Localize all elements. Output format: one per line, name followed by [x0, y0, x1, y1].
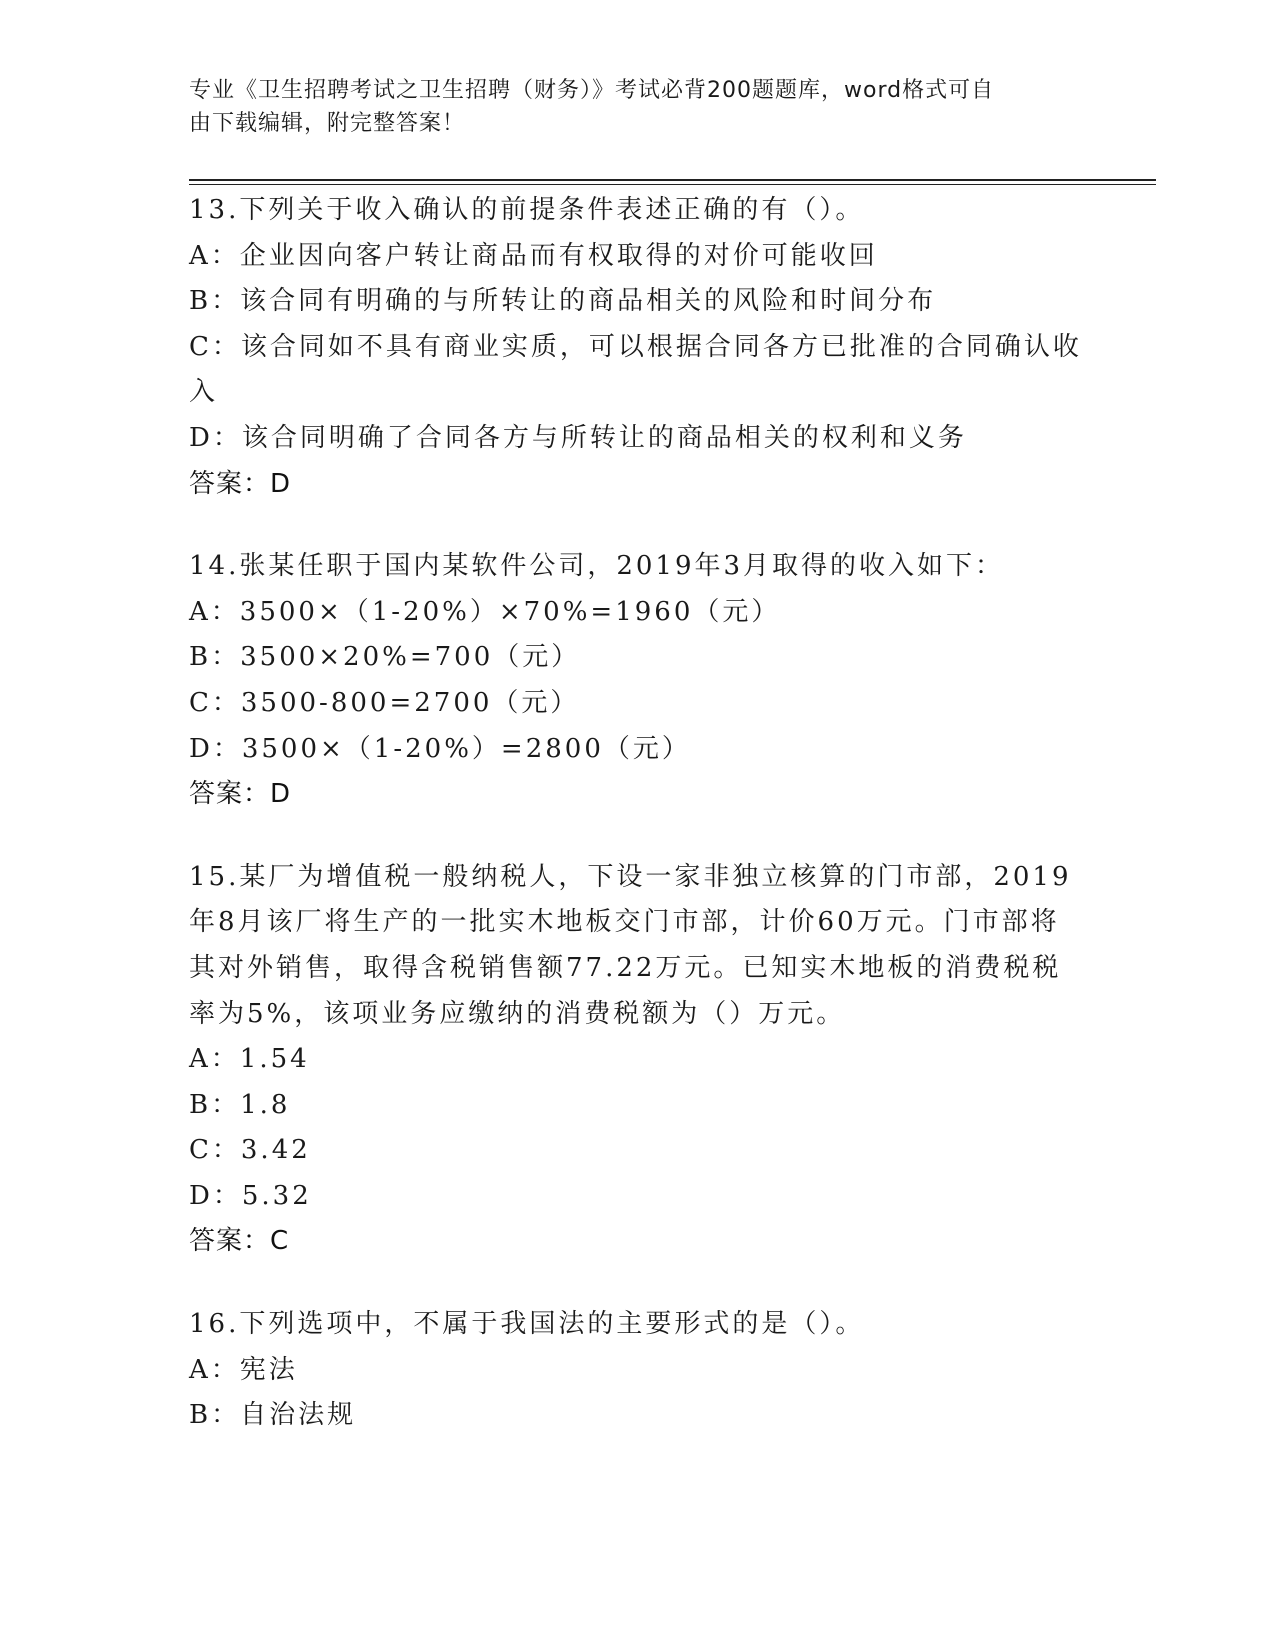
option-line: C：3.42 [189, 1135, 311, 1166]
answer-line: 答案：C [189, 1226, 290, 1257]
question-block [189, 188, 1089, 507]
option-line: C：3500-800=2700（元） [189, 687, 580, 718]
question-stem-line: 其对外销售，取得含税销售额77.22万元。已知实木地板的消费税税 [189, 952, 1062, 983]
option-line: 入 [189, 377, 219, 408]
header-divider-thick [189, 179, 1156, 181]
question-block [189, 855, 1089, 1265]
question-stem-line: 16.下列选项中，不属于我国法的主要形式的是（）。 [189, 1309, 865, 1340]
question-block [189, 1302, 1089, 1439]
question-stem-line: 14.张某任职于国内某软件公司，2019年3月取得的收入如下： [189, 551, 1005, 582]
option-line: C：该合同如不具有商业实质，可以根据合同各方已批准的合同确认收 [189, 331, 1082, 362]
option-line: B：该合同有明确的与所转让的商品相关的风险和时间分布 [189, 286, 937, 317]
option-line: D：5.32 [189, 1180, 312, 1211]
question-stem-line: 年8月该厂将生产的一批实木地板交门市部，计价60万元。门市部将 [189, 907, 1060, 938]
option-line: A：企业因向客户转让商品而有权取得的对价可能收回 [189, 240, 878, 271]
question-stem-line: 13.下列关于收入确认的前提条件表述正确的有（）。 [189, 195, 865, 225]
answer-line: 答案：D [189, 779, 292, 810]
question-stem-line: 15.某厂为增值税一般纳税人，下设一家非独立核算的门市部，2019 [189, 861, 1072, 892]
answer-line: 答案：D [189, 468, 292, 499]
option-line: A：1.54 [189, 1044, 310, 1075]
option-line: B：1.8 [189, 1089, 291, 1120]
header-divider-thin [189, 184, 1156, 185]
option-line: B：自治法规 [189, 1400, 357, 1431]
option-line: B：3500×20%=700（元） [189, 642, 581, 673]
document-header [189, 74, 1089, 140]
option-line: D：该合同明确了合同各方与所转让的商品相关的权利和义务 [189, 422, 967, 453]
question-block [189, 544, 1089, 818]
header-line-1: 专业《卫生招聘考试之卫生招聘（财务）》考试必背200题题库，word格式可自 [189, 78, 995, 103]
question-stem-line: 率为5%，该项业务应缴纳的消费税额为（）万元。 [189, 998, 846, 1029]
header-line-2: 由下载编辑，附完整答案！ [189, 111, 466, 136]
option-line: A：宪法 [189, 1354, 298, 1385]
option-line: A：3500×（1-20%）×70%=1960（元） [189, 596, 781, 627]
question-list [189, 188, 1089, 1476]
option-line: D：3500×（1-20%）=2800（元） [189, 733, 691, 764]
